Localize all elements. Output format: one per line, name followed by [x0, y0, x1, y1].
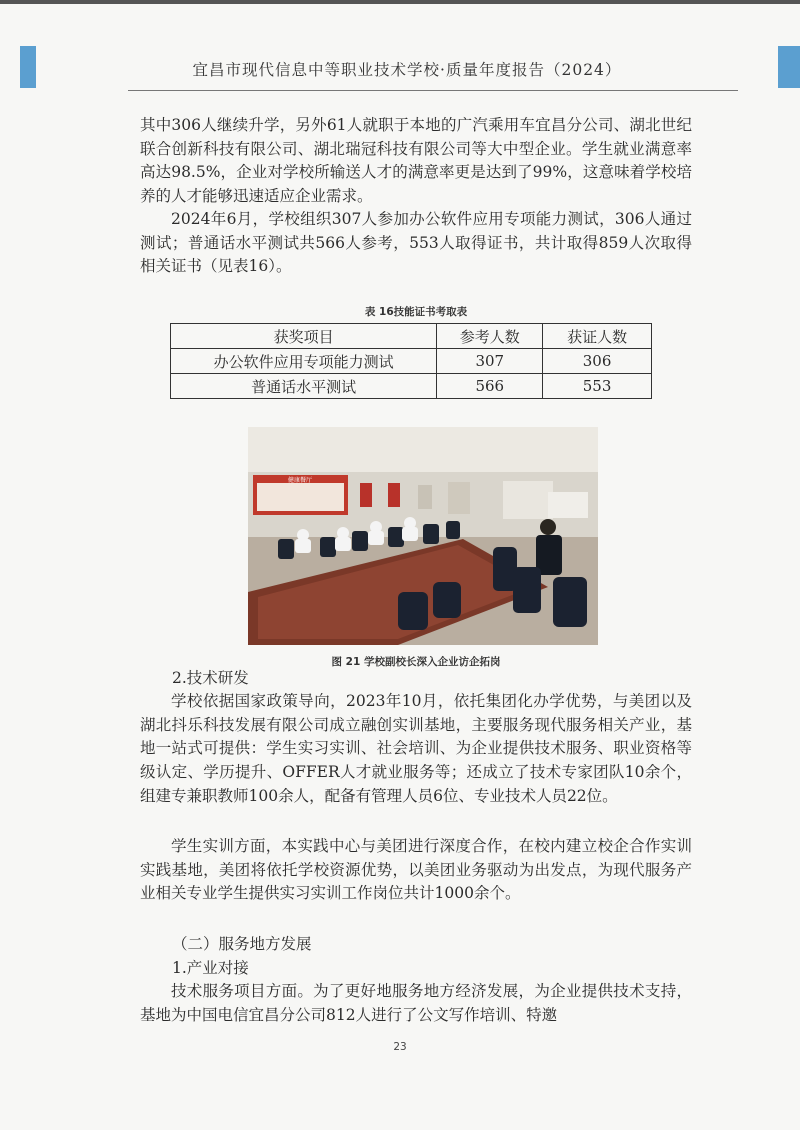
header-accent-left	[20, 46, 36, 88]
figure-21-caption: 图 21 学校副校长深入企业访企拓岗	[331, 656, 501, 668]
table-cell: 普通话水平测试	[171, 374, 437, 399]
table-cell: 办公软件应用专项能力测试	[171, 349, 437, 374]
header-accent-right	[778, 46, 800, 88]
paragraph-employment: 其中306人继续升学，另外61人就职于本地的广汽乘用车宜昌分公司、湖北世纪联合创新科技有限公司、湖北瑞冠科技有限公司等大中型企业。学生就业满意率高达98.5%，企业对学校所输送人才的满意率更是达到了99%，这意味着学校培养的人才能够迅速适应企业需求。	[140, 116, 692, 206]
table-cell: 553	[543, 374, 652, 399]
skill-certificate-table	[170, 323, 652, 399]
paragraph-tech-service: 技术服务项目方面。为了更好地服务地方经济发展，为企业提供技术支持，基地为中国电信宜昌分公司812人进行了公文写作培训、特邀	[140, 982, 692, 1024]
table-header-cell: 获奖项目	[171, 324, 437, 349]
table-header-cell: 获证人数	[543, 324, 652, 349]
table-16-caption: 表 16技能证书考取表	[364, 306, 468, 318]
heading-industry-docking: 1.产业对接	[172, 959, 249, 977]
paragraph-certification: 2024年6月，学校组织307人参加办公软件应用专项能力测试，306人通过测试；普通话水平测试共566人参考，553人取得证书，共计取得859人次取得相关证书（见表16）。	[140, 210, 692, 276]
table-row	[171, 349, 652, 374]
top-border	[0, 0, 800, 4]
heading-tech-research: 2.技术研发	[172, 669, 249, 687]
table-cell: 566	[437, 374, 543, 399]
paragraph-tech-research: 学校依据国家政策导向，2023年10月，依托集团化办学优势，与美团以及湖北抖乐科技发展有限公司成立融创实训基地，主要服务现代服务相关产业，基地一站式可提供：学生实习实训、社会培训、为企业提供技术服务、职业资格等级认定、学历提升、OFFER人才就业服务等；还成立了技术专家团队10余个，组建专兼职教师100余人，配备有管理人员6位、专业技术人员22位。	[140, 692, 692, 805]
table-header-row	[171, 324, 652, 349]
table-cell: 306	[543, 349, 652, 374]
table-row	[171, 374, 652, 399]
header-rule	[128, 90, 738, 91]
heading-serve-local: （二）服务地方发展	[172, 935, 312, 953]
meeting-photo	[248, 427, 598, 645]
table-header-cell: 参考人数	[437, 324, 543, 349]
page-number: 23	[393, 1041, 407, 1053]
banner-text: 健康餐厅	[287, 477, 313, 484]
table-cell: 307	[437, 349, 543, 374]
running-header-title: 宜昌市现代信息中等职业技术学校·质量年度报告（2024）	[192, 61, 622, 79]
paragraph-student-training: 学生实训方面，本实践中心与美团进行深度合作，在校内建立校企合作实训实践基地，美团将依托学校资源优势，以美团业务驱动为出发点，为现代服务产业相关专业学生提供实习实训工作岗位共计1000余个。	[140, 837, 692, 903]
